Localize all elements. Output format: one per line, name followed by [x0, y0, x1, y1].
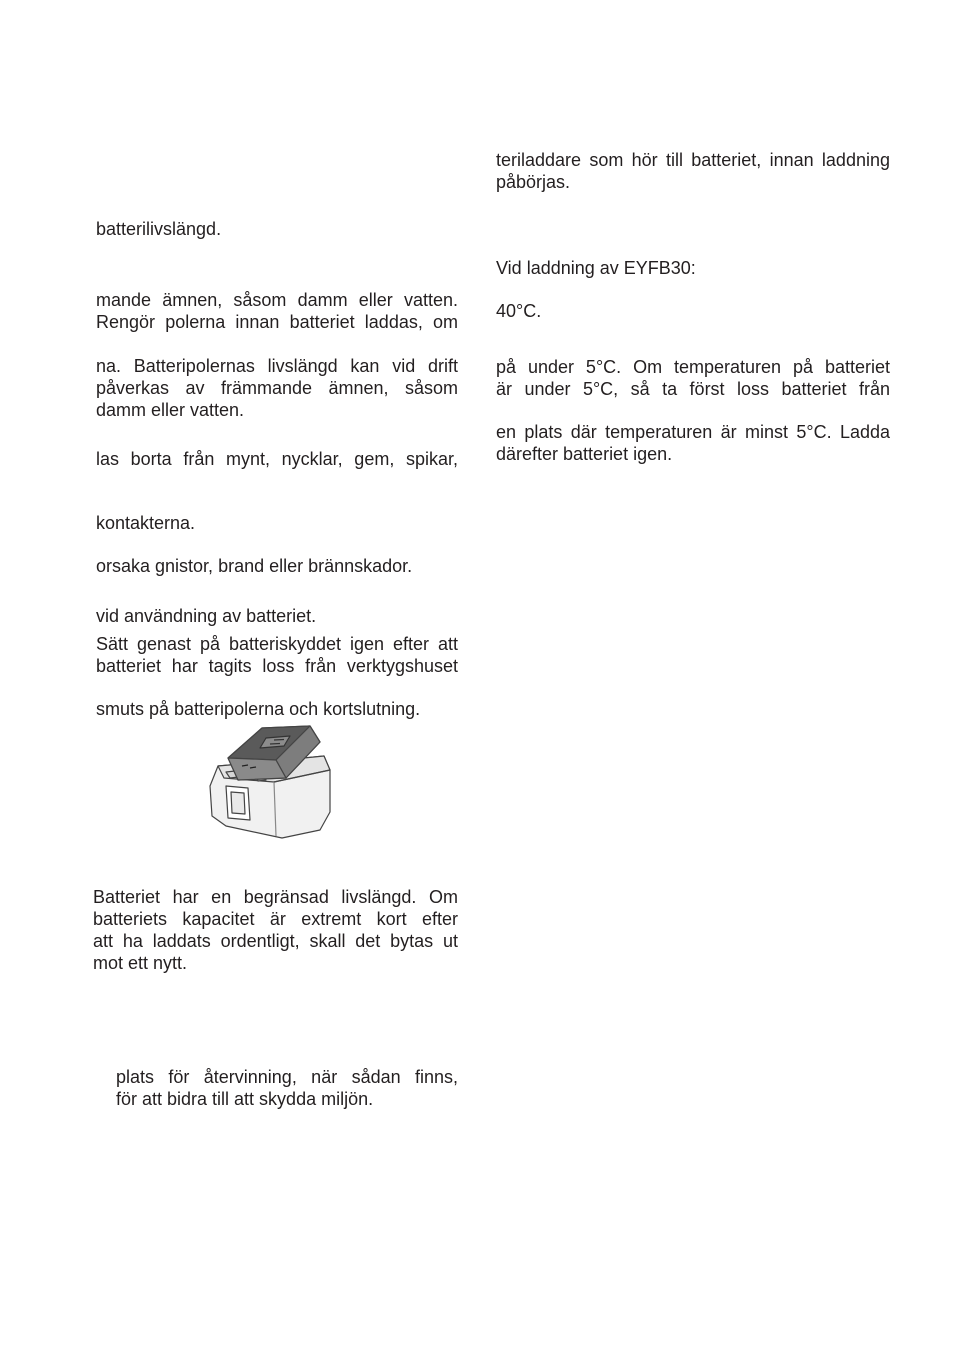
- text-line: att ha laddats ordentligt, skall det bytas ut: [93, 931, 458, 951]
- left-paragraph-3: [96, 355, 458, 421]
- text-line: mot ett nytt.: [93, 953, 188, 973]
- text-line: batteriet har tagits loss från verktygshuset: [96, 656, 458, 676]
- right-paragraph-1: [496, 149, 890, 193]
- text-line: Rengör polerna innan batteriet laddas, om: [96, 312, 458, 332]
- text-line: smuts på batteripolerna och kortslutning.: [96, 699, 421, 719]
- left-paragraph-9: [96, 698, 458, 720]
- right-paragraph-3: [496, 300, 890, 322]
- text-line: påbörjas.: [496, 172, 571, 192]
- text-line: batteriets kapacitet är extremt kort efter: [93, 909, 458, 929]
- text-line: för att bidra till att skydda miljön.: [116, 1089, 374, 1109]
- text-line: teriladdare som hör till batteriet, innan laddning: [496, 150, 890, 170]
- right-paragraph-5: [496, 421, 890, 465]
- text-line: på under 5°C. Om temperaturen på batteriet: [496, 357, 890, 377]
- text-line: Batteriet har en begränsad livslängd. Om: [93, 887, 458, 907]
- text-line: las borta från mynt, nycklar, gem, spikar,: [96, 449, 458, 469]
- text-line: orsaka gnistor, brand eller brännskador.: [96, 556, 413, 576]
- text-line: 40°C.: [496, 301, 542, 321]
- left-paragraph-8: [96, 633, 458, 677]
- right-paragraph-2: [496, 257, 890, 279]
- battery-with-protective-cover-icon: [204, 720, 338, 844]
- text-line: na. Batteripolernas livslängd kan vid drift: [96, 356, 458, 376]
- left-paragraph-7: [96, 605, 458, 627]
- text-line: är under 5°C, så ta först loss batteriet från: [496, 379, 890, 399]
- text-line: batterilivslängd.: [96, 219, 222, 239]
- left-paragraph-4: [96, 448, 458, 470]
- left-paragraph-11: [116, 1066, 458, 1110]
- text-line: damm eller vatten.: [96, 400, 245, 420]
- text-line: plats för återvinning, när sådan finns,: [116, 1067, 458, 1087]
- left-paragraph-5: [96, 512, 458, 534]
- text-line: påverkas av främmande ämnen, såsom: [96, 378, 458, 398]
- left-paragraph-6: [96, 555, 458, 577]
- text-line: mande ämnen, såsom damm eller vatten.: [96, 290, 458, 310]
- text-line: vid användning av batteriet.: [96, 606, 317, 626]
- text-line: Sätt genast på batteriskyddet igen efter att: [96, 634, 458, 654]
- text-line: därefter batteriet igen.: [496, 444, 673, 464]
- text-line: kontakterna.: [96, 513, 196, 533]
- left-paragraph-1: [96, 218, 458, 240]
- text-line: en plats där temperaturen är minst 5°C. Ladda: [496, 422, 890, 442]
- left-paragraph-10: [93, 886, 458, 974]
- left-paragraph-2: [96, 289, 458, 333]
- right-paragraph-4: [496, 356, 890, 400]
- text-line: Vid laddning av EYFB30:: [496, 258, 696, 278]
